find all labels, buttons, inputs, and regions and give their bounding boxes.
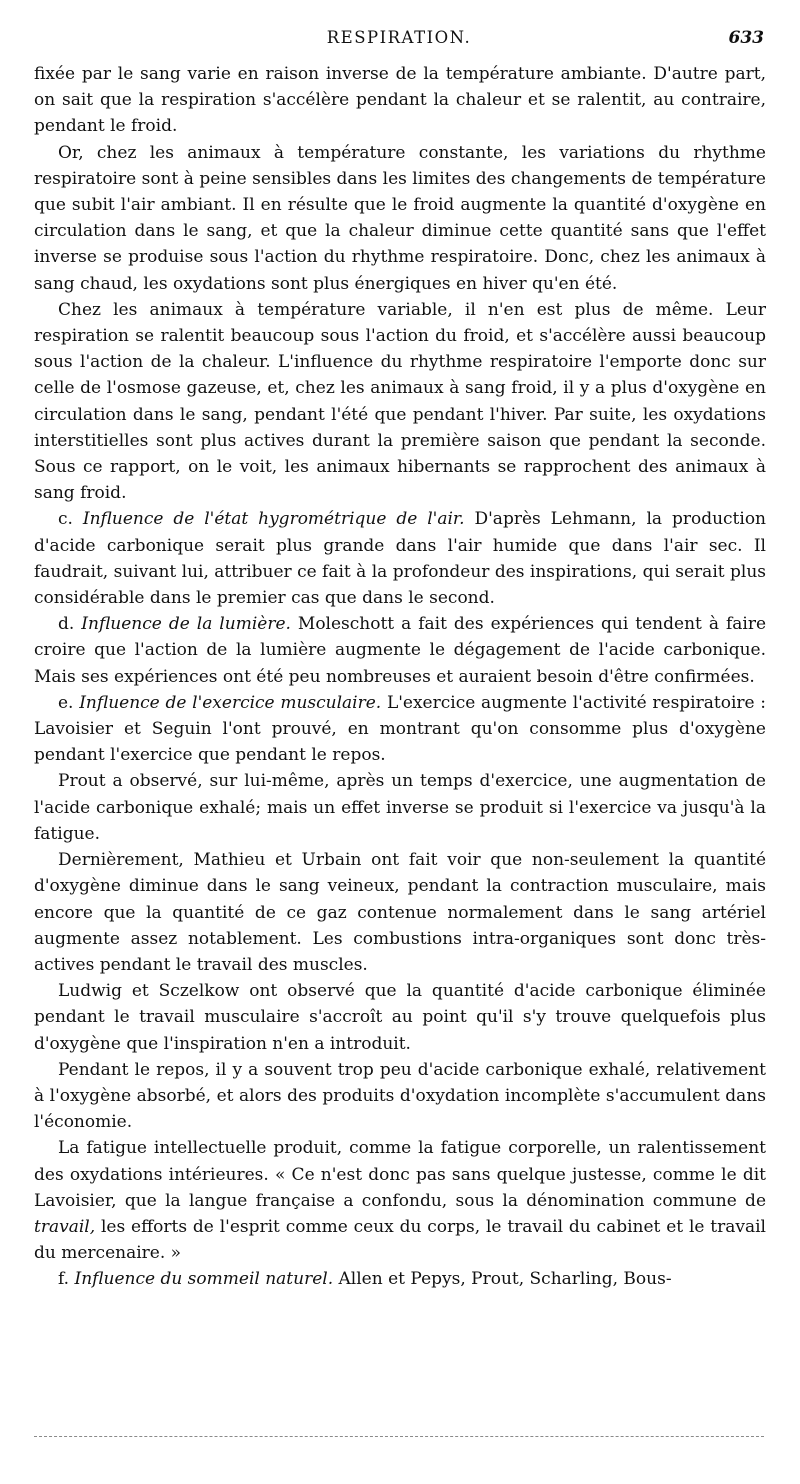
paragraph-prout xyxy=(34,768,766,847)
paragraph-text: Pendant le repos, il y a souvent trop peu d'acide carbonique exhalé, relativement à l'oxygène absorbé, et alors des produits d'oxydation incomplète s'accumulent dans l'économie. xyxy=(34,1059,766,1133)
running-title: RESPIRATION. xyxy=(326,28,472,47)
paragraph-text: Ludwig et Sczelkow ont observé que la quantité d'acide carbonique éliminée pendant le travail musculaire s'accroît au point qu'il s'y trouve quelquefois plus d'oxygène que l'inspiration n'en a introduit. xyxy=(34,981,766,1054)
running-head xyxy=(34,28,764,54)
paragraph-text: Dernièrement, Mathieu et Urbain ont fait voir que non-seulement la quantité d'oxygène diminue dans le sang veineux, pendant la contraction musculaire, mais encore que la quantité de ce gaz contenue normalement dans le sang artériel augmente assez notablement. Les combustions intra-organiques sont donc très-actives pendant le travail des muscles. xyxy=(34,850,766,975)
paragraph-text: D'après Lehmann, la production d'acide carbonique serait plus grande dans l'air humide que dans l'air sec. Il faudrait, suivant lui, attribuer ce fait à la profondeur des inspirations, qui serait plus considérable dans le premier cas que dans le second. xyxy=(34,509,767,609)
section-label: d. xyxy=(58,614,75,635)
paragraph-continuation xyxy=(34,61,766,140)
paragraph-hygrometric xyxy=(34,506,766,611)
paragraph-text: La fatigue intellectuelle produit, comme la fatigue corporelle, un ralentissement des oxydations intérieures. « Ce n'est donc pas sans quelque justesse, comme le dit Lavoisier, que la langue française a confondu, sous la dénomination commune de xyxy=(34,1138,766,1211)
page-number: 633 xyxy=(728,28,764,48)
paragraph-text: fixée par le sang varie en raison inverse de la température ambiante. D'autre part, on sait que la respiration s'accélère pendant la chaleur et se ralentit, au contraire, pendant le froid. xyxy=(34,64,766,137)
paragraph-text: Or, chez les animaux à température constante, les variations du rhythme respiratoire sont à peine sensibles dans les limites des changements de température que subit l'air ambiant. Il en résulte que le froid augmente la quantité d'oxygène en circulation dans le sang, et que la chaleur diminue cette quantité sans que l'effet inverse se produise sous l'action du rhythme respiratoire. Donc, chez les animaux à sang chaud, les oxydations sont plus énergiques en hiver qu'en été. xyxy=(34,142,766,294)
section-heading: Influence de l'état hygrométrique de l'air. xyxy=(82,509,465,530)
section-heading: Influence de l'exercice musculaire. xyxy=(79,692,382,713)
paragraph-text: L'exercice augmente l'activité respiratoire : Lavoisier et Seguin l'ont prouvé, en montrant qu'on consomme plus d'oxygène pendant l'exercice que pendant le repos. xyxy=(34,692,767,766)
paragraph-text-continued: les efforts de l'esprit comme ceux du corps, le travail du cabinet et le travail du mercenaire. » xyxy=(34,1216,766,1264)
paragraph-muscular-exercise xyxy=(34,690,766,769)
section-label: e. xyxy=(58,692,74,713)
footer-rule xyxy=(34,1436,764,1437)
paragraph-text: Prout a observé, sur lui-même, après un temps d'exercice, une augmentation de l'acide carbonique exhalé; mais un effet inverse se produit si l'exercice va jusqu'à la fatigue. xyxy=(34,771,766,844)
paragraph-constant-temperature xyxy=(34,140,766,297)
section-heading: Influence du sommeil naturel. xyxy=(74,1269,334,1290)
section-label: f. xyxy=(58,1269,70,1290)
paragraph-light xyxy=(34,611,766,690)
paragraph-variable-temperature xyxy=(34,297,766,507)
paragraph-intellectual-fatigue xyxy=(34,1135,766,1266)
section-heading: Influence de la lumière. xyxy=(81,614,291,635)
paragraph-text: Chez les animaux à température variable, il n'en est plus de même. Leur respiration se ralentit beaucoup sous l'action du froid, et s'accélère aussi beaucoup sous l'action de la chaleur. L'influence du rhythme respiratoire l'emporte donc sur celle de l'osmose gazeuse, et, chez les animaux à sang froid, il y a plus d'oxygène en circulation dans le sang, pendant l'été que pendant l'hiver. Par suite, les oxydations interstitielles sont plus actives durant la première saison que pendant la seconde. Sous ce rapport, on le voit, les animaux hibernants se rapprochent des animaux à sang froid. xyxy=(34,299,766,504)
paragraph-mathieu-urbain xyxy=(34,847,766,978)
section-label: c. xyxy=(58,509,73,530)
paragraph-text: Allen et Pepys, Prout, Scharling, Bous- xyxy=(338,1269,672,1290)
paragraph-ludwig xyxy=(34,978,766,1057)
body-text xyxy=(34,61,766,1293)
emphasized-word: travail, xyxy=(34,1216,96,1237)
paragraph-rest xyxy=(34,1057,766,1136)
paragraph-text: Moleschott a fait des expériences qui tendent à faire croire que l'action de la lumière augmente le dégagement de l'acide carbonique. Mais ses expériences ont été peu nombreuses et auraient besoin d'être confirmées. xyxy=(34,614,767,687)
paragraph-sleep xyxy=(34,1266,766,1292)
